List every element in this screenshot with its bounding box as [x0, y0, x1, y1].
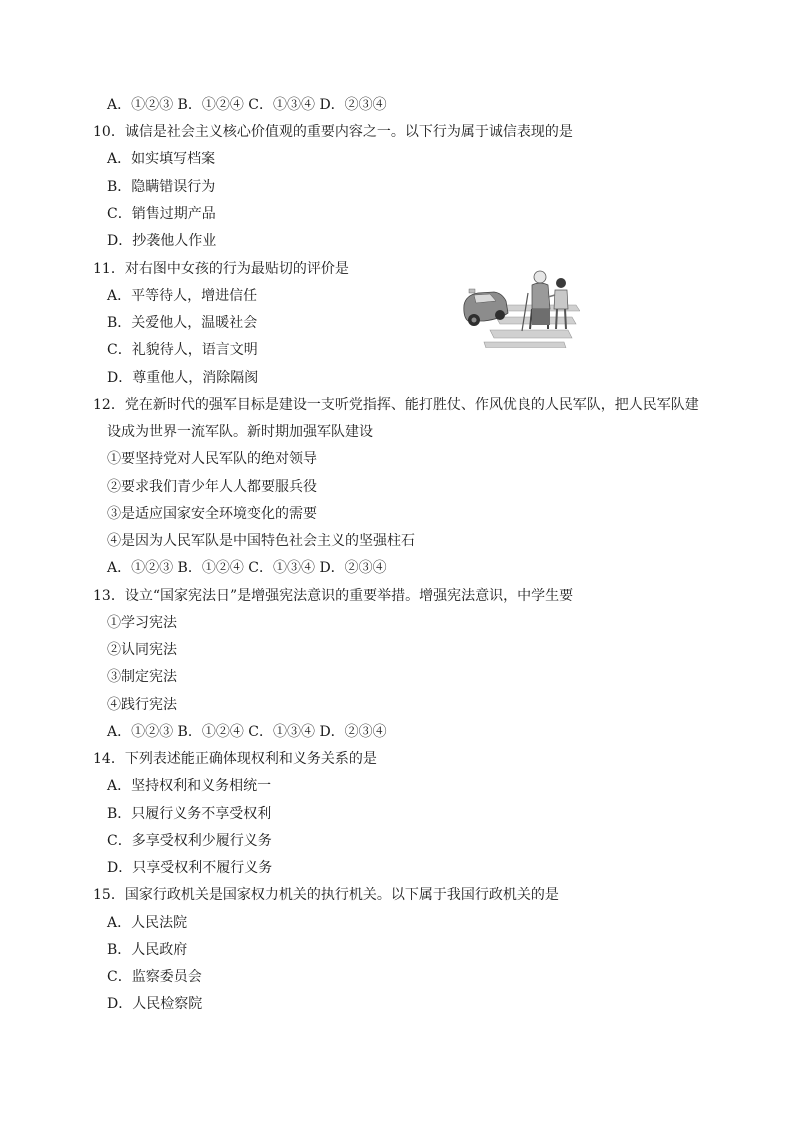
q13-statement-1: ①学习宪法: [107, 615, 177, 631]
q12-stem-cont: 设成为世界一流军队。新时期加强军队建设: [107, 424, 373, 440]
q10-option-a: A．如实填写档案: [107, 151, 216, 167]
q10-stem: 10．诚信是社会主义核心价值观的重要内容之一。以下行为属于诚信表现的是: [93, 124, 573, 140]
q15-option-c: C．监察委员会: [107, 969, 202, 985]
q14-stem: 14．下列表述能正确体现权利和义务关系的是: [93, 751, 377, 767]
q13-statement-4: ④践行宪法: [107, 697, 177, 713]
q15-option-d: D．人民检察院: [107, 996, 203, 1012]
q12-statement-3: ③是适应国家安全环境变化的需要: [107, 506, 317, 522]
q9-options: A．①②③ B．①②④ C．①③④ D．②③④: [107, 97, 387, 113]
q11-option-d: D．尊重他人，消除隔阂: [107, 370, 259, 386]
q15-stem: 15．国家行政机关是国家权力机关的执行机关。以下属于我国行政机关的是: [93, 887, 559, 903]
q12-statement-4: ④是因为人民军队是中国特色社会主义的坚强柱石: [107, 533, 415, 549]
q11-option-c: C．礼貌待人，语言文明: [107, 342, 258, 358]
q12-statement-1: ①要坚持党对人民军队的绝对领导: [107, 451, 317, 467]
q10-option-d: D．抄袭他人作业: [107, 233, 217, 249]
q13-options: A．①②③ B．①②④ C．①③④ D．②③④: [107, 724, 387, 740]
q12-stem: 12．党在新时代的强军目标是建设一支听党指挥、能打胜仗、作风优良的人民军队，把人民军队建: [93, 397, 699, 413]
q12-statement-2: ②要求我们青少年人人都要服兵役: [107, 479, 317, 495]
q13-statement-2: ②认同宪法: [107, 642, 177, 658]
q10-option-b: B．隐瞒错误行为: [107, 179, 216, 195]
crosswalk-illustration: [460, 263, 580, 348]
q14-option-b: B．只履行义务不享受权利: [107, 806, 272, 822]
q14-option-c: C．多享受权利少履行义务: [107, 833, 272, 849]
q11-option-a: A．平等待人，增进信任: [107, 288, 258, 304]
q11-option-b: B．关爱他人，温暖社会: [107, 315, 258, 331]
q10-option-c: C．销售过期产品: [107, 206, 216, 222]
q12-options: A．①②③ B．①②④ C．①③④ D．②③④: [107, 560, 387, 576]
q15-option-a: A．人民法院: [107, 915, 188, 931]
q13-statement-3: ③制定宪法: [107, 669, 177, 685]
q13-stem: 13．设立“国家宪法日”是增强宪法意识的重要举措。增强宪法意识，中学生要: [93, 588, 574, 604]
q14-option-d: D．只享受权利不履行义务: [107, 860, 273, 876]
q11-stem: 11．对右图中女孩的行为最贴切的评价是: [93, 261, 349, 277]
q15-option-b: B．人民政府: [107, 942, 188, 958]
q14-option-a: A．坚持权利和义务相统一: [107, 778, 272, 794]
